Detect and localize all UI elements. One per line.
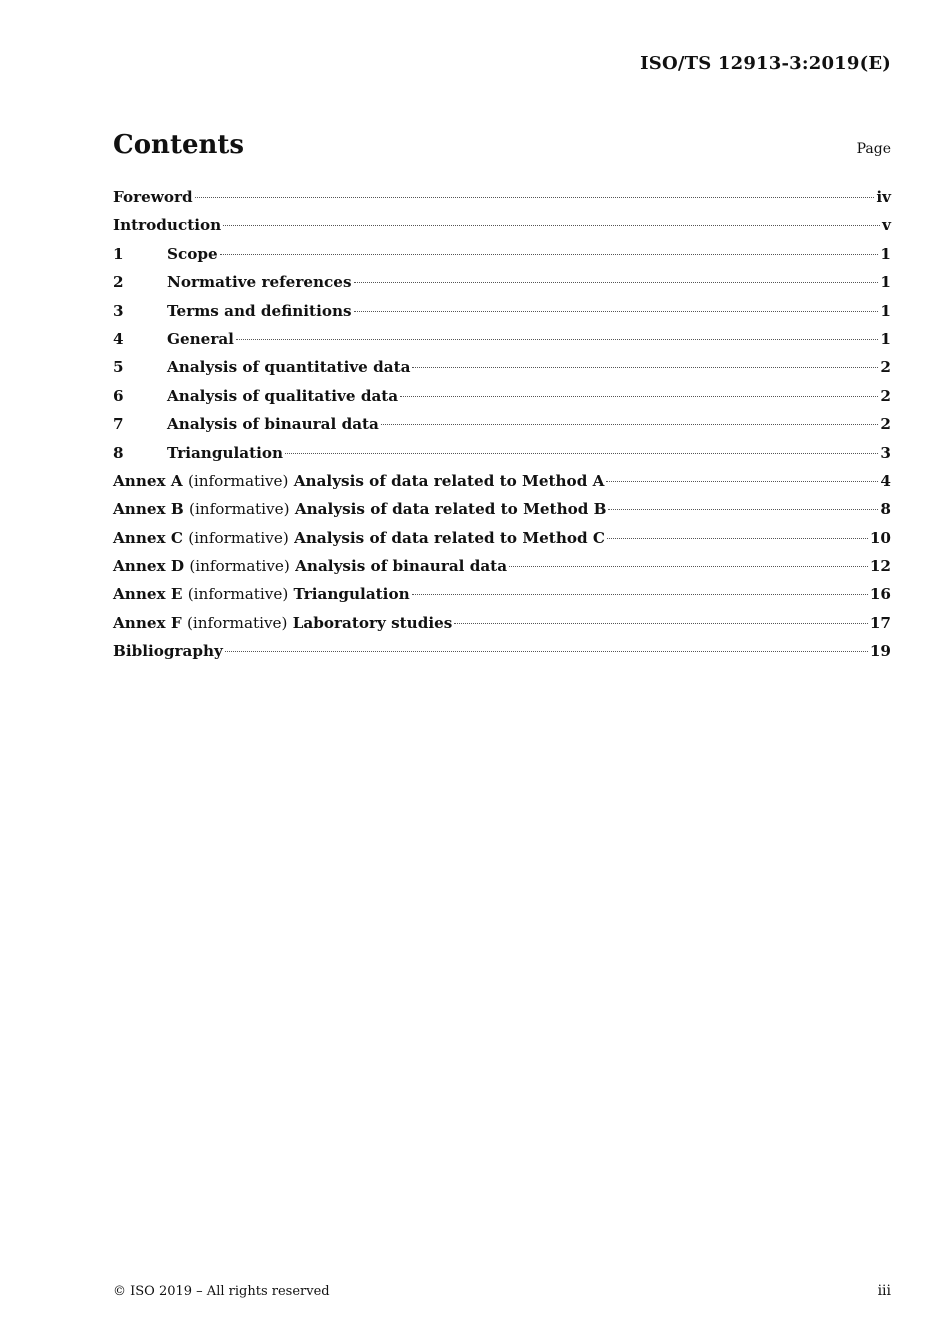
clause-number: 3 (113, 301, 124, 320)
toc-entry-foreword[interactable] (113, 183, 891, 211)
toc-entry-title: Bibliography (113, 642, 223, 661)
toc-entry-title (113, 580, 410, 608)
annex-label: Annex C (113, 528, 183, 547)
page-number: iii (877, 1283, 891, 1299)
annex-label: Annex E (113, 585, 183, 604)
toc-entry-title (113, 552, 507, 580)
toc-entry-annex-d[interactable] (113, 552, 891, 580)
toc-entry-clause-1[interactable] (113, 240, 891, 268)
annex-type: (informative) (189, 500, 290, 519)
toc-entry-annex-a[interactable] (113, 467, 891, 495)
toc-entry-page: 19 (869, 642, 891, 661)
annex-type: (informative) (187, 585, 289, 604)
page-column-label: Page (856, 141, 891, 157)
dot-leader (236, 339, 878, 340)
annex-title: Analysis of binaural data (295, 557, 508, 576)
toc-entry-title: Analysis of binaural data (167, 415, 379, 434)
annex-label: Annex B (113, 500, 184, 519)
contents-header (113, 130, 891, 160)
contents-title: Contents (113, 130, 245, 160)
clause-number: 2 (113, 273, 124, 292)
toc-entry-clause-8[interactable] (113, 439, 891, 467)
toc-entry-title (113, 524, 605, 552)
dot-leader (606, 481, 878, 482)
toc-entry-title (113, 495, 606, 523)
dot-leader (354, 282, 879, 283)
dot-leader (608, 509, 878, 510)
toc-entry-page: 1 (880, 273, 891, 292)
toc-entry-annex-f[interactable] (113, 609, 891, 637)
annex-label: Annex D (113, 557, 185, 576)
toc-entry-page: 2 (880, 358, 891, 377)
annex-type: (informative) (187, 471, 289, 490)
table-of-contents (113, 183, 891, 666)
toc-entry-page: 1 (880, 244, 891, 263)
toc-entry-annex-b[interactable] (113, 495, 891, 523)
annex-title: Triangulation (293, 585, 410, 604)
dot-leader (509, 566, 868, 567)
annex-type: (informative) (189, 557, 290, 576)
toc-entry-title (113, 467, 604, 495)
toc-entry-title: Analysis of qualitative data (167, 386, 399, 405)
toc-entry-title: Terms and definitions (167, 301, 352, 320)
dot-leader (223, 225, 880, 226)
annex-title: Analysis of data related to Method B (294, 500, 607, 519)
toc-entry-title (113, 609, 452, 637)
toc-entry-page: 16 (869, 585, 891, 604)
toc-entry-clause-7[interactable] (113, 410, 891, 438)
dot-leader (607, 538, 868, 539)
annex-type: (informative) (186, 613, 288, 632)
annex-type: (informative) (188, 528, 289, 547)
toc-entry-clause-6[interactable] (113, 382, 891, 410)
clause-number: 1 (113, 244, 124, 263)
toc-entry-title: Foreword (113, 188, 193, 206)
toc-entry-annex-c[interactable] (113, 524, 891, 552)
clause-number: 7 (113, 415, 124, 434)
toc-entry-page: 3 (880, 443, 891, 462)
toc-entry-title: Analysis of quantitative data (167, 358, 411, 377)
toc-entry-title: Introduction (113, 216, 222, 235)
toc-entry-page: v (882, 216, 891, 235)
toc-entry-bibliography[interactable] (113, 637, 891, 665)
toc-entry-clause-5[interactable] (113, 353, 891, 381)
toc-entry-title: General (167, 329, 234, 348)
toc-entry-annex-e[interactable] (113, 580, 891, 608)
toc-entry-clause-2[interactable] (113, 268, 891, 296)
dot-leader (454, 623, 868, 624)
dot-leader (225, 651, 868, 652)
toc-entry-introduction[interactable] (113, 211, 891, 239)
dot-leader (354, 311, 879, 312)
copyright-notice: © ISO 2019 – All rights reserved (113, 1284, 330, 1299)
toc-entry-page: 4 (880, 471, 891, 490)
toc-entry-page: 12 (869, 557, 891, 576)
toc-entry-title: Normative references (167, 273, 352, 292)
dot-leader (195, 197, 875, 198)
clause-number: 8 (113, 443, 124, 462)
annex-title: Analysis of data related to Method C (294, 528, 605, 547)
toc-entry-clause-3[interactable] (113, 297, 891, 325)
dot-leader (400, 396, 878, 397)
toc-entry-title: Scope (167, 244, 218, 263)
toc-entry-page: 8 (880, 500, 891, 519)
toc-entry-page: iv (876, 188, 891, 206)
toc-entry-page: 17 (869, 613, 891, 632)
toc-entry-page: 10 (869, 528, 891, 547)
annex-label: Annex F (113, 613, 182, 632)
annex-title: Laboratory studies (292, 613, 453, 632)
toc-entry-page: 2 (880, 415, 891, 434)
dot-leader (220, 254, 879, 255)
toc-entry-page: 1 (880, 329, 891, 348)
document-identifier: ISO/TS 12913-3:2019(E) (640, 53, 891, 74)
clause-number: 4 (113, 329, 124, 348)
clause-number: 6 (113, 386, 124, 405)
annex-label: Annex A (113, 471, 183, 490)
annex-title: Analysis of data related to Method A (293, 471, 605, 490)
toc-entry-clause-4[interactable] (113, 325, 891, 353)
dot-leader (381, 424, 879, 425)
clause-number: 5 (113, 358, 124, 377)
toc-entry-page: 1 (880, 301, 891, 320)
toc-entry-title: Triangulation (167, 443, 284, 462)
dot-leader (412, 594, 868, 595)
toc-entry-page: 2 (880, 386, 891, 405)
dot-leader (285, 453, 878, 454)
dot-leader (412, 367, 878, 368)
